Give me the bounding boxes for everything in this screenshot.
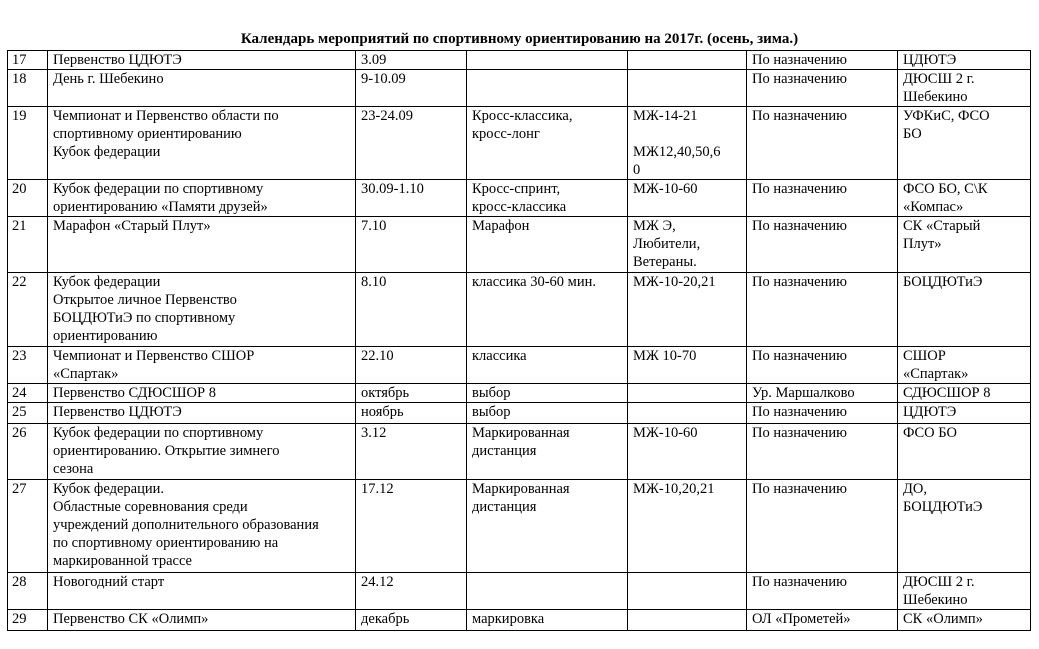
event-date: 9-10.09 <box>356 70 467 107</box>
event-groups <box>628 610 747 631</box>
event-place: По назначению <box>747 480 898 573</box>
event-groups <box>628 217 747 273</box>
event-discipline <box>467 70 628 107</box>
event-name-line: Марафон «Старый Плут» <box>53 218 211 234</box>
event-organizer <box>898 347 1031 384</box>
event-name-line: Новогодний старт <box>53 574 165 590</box>
event-number: 18 <box>8 70 48 107</box>
event-groups <box>628 273 747 347</box>
event-name <box>48 424 356 480</box>
event-organizer-line: СК «Старый <box>903 218 981 234</box>
event-groups <box>628 384 747 403</box>
event-number: 25 <box>8 403 48 424</box>
event-organizer <box>898 180 1031 217</box>
event-organizer <box>898 424 1031 480</box>
event-groups <box>628 403 747 424</box>
event-name <box>48 51 356 70</box>
event-name <box>48 384 356 403</box>
table-row <box>8 573 1031 610</box>
table-row <box>8 107 1031 180</box>
event-organizer-line: СК «Олимп» <box>903 611 983 627</box>
event-place: По назначению <box>747 107 898 180</box>
event-discipline-line: дистанция <box>472 499 537 515</box>
event-date: 30.09-1.10 <box>356 180 467 217</box>
event-name-line: маркированной трассе <box>53 553 192 569</box>
event-name-line: Кубок федерации <box>53 144 161 160</box>
event-groups <box>628 51 747 70</box>
event-organizer <box>898 403 1031 424</box>
event-number: 24 <box>8 384 48 403</box>
event-name-line: Чемпионат и Первенство СШОР <box>53 348 255 364</box>
event-name <box>48 70 356 107</box>
page-title: Календарь мероприятий по спортивному ориентированию на 2017г. (осень, зима.) <box>240 31 799 47</box>
event-organizer <box>898 70 1031 107</box>
event-organizer-line: ДЮСШ 2 г. <box>903 71 975 87</box>
event-name <box>48 573 356 610</box>
event-date: 8.10 <box>356 273 467 347</box>
event-name-line: Открытое личное Первенство <box>53 292 237 308</box>
event-groups-line: 0 <box>633 162 641 178</box>
event-place: По назначению <box>747 573 898 610</box>
table-row <box>8 480 1031 573</box>
table-row <box>8 273 1031 347</box>
event-organizer <box>898 51 1031 70</box>
event-name-line: сезона <box>53 461 94 477</box>
event-name <box>48 480 356 573</box>
event-number: 22 <box>8 273 48 347</box>
event-place: По назначению <box>747 273 898 347</box>
event-organizer-line: «Компас» <box>903 199 964 215</box>
event-name-line: спортивному ориентированию <box>53 126 242 142</box>
event-place: По назначению <box>747 424 898 480</box>
event-groups-line: МЖ Э, <box>633 218 676 234</box>
event-organizer-line: БОЦДЮТиЭ <box>903 499 983 515</box>
event-organizer-line: ЦДЮТЭ <box>903 404 957 420</box>
event-organizer-line: Шебекино <box>903 89 968 105</box>
event-name-line: Чемпионат и Первенство области по <box>53 108 279 124</box>
event-number: 21 <box>8 217 48 273</box>
event-organizer <box>898 217 1031 273</box>
event-discipline <box>467 180 628 217</box>
table-row <box>8 347 1031 384</box>
event-name-line: ориентированию. Открытие зимнего <box>53 443 280 459</box>
event-date: 23-24.09 <box>356 107 467 180</box>
event-name-line: Первенство ЦДЮТЭ <box>53 52 182 68</box>
event-organizer <box>898 273 1031 347</box>
event-place: По назначению <box>747 403 898 424</box>
event-organizer-line: ДЮСШ 2 г. <box>903 574 975 590</box>
event-organizer-line: ФСО БО, С\К <box>903 181 988 197</box>
event-discipline <box>467 107 628 180</box>
event-discipline-line: кросс-классика <box>472 199 567 215</box>
event-number: 27 <box>8 480 48 573</box>
event-groups-line: МЖ-10-20,21 <box>633 274 716 290</box>
event-date: 24.12 <box>356 573 467 610</box>
event-name <box>48 403 356 424</box>
table-row <box>8 180 1031 217</box>
event-name <box>48 107 356 180</box>
event-groups <box>628 347 747 384</box>
event-organizer-line: Шебекино <box>903 592 968 608</box>
event-groups-line <box>633 125 741 143</box>
event-discipline-line: классика <box>472 348 527 364</box>
event-place: По назначению <box>747 180 898 217</box>
event-organizer-line: «Спартак» <box>903 366 969 382</box>
event-organizer-line: ДО, <box>903 481 927 497</box>
event-date: октябрь <box>356 384 467 403</box>
event-groups-line: МЖ-10-60 <box>633 181 698 197</box>
event-date: декабрь <box>356 610 467 631</box>
event-groups-line: Любители, <box>633 236 701 252</box>
event-date: 7.10 <box>356 217 467 273</box>
event-name <box>48 273 356 347</box>
table-row <box>8 403 1031 424</box>
event-date: ноябрь <box>356 403 467 424</box>
event-name-line: Областные соревнования среди <box>53 499 248 515</box>
event-organizer-line: СШОР <box>903 348 946 364</box>
event-groups <box>628 573 747 610</box>
event-discipline <box>467 424 628 480</box>
event-discipline <box>467 384 628 403</box>
event-number: 17 <box>8 51 48 70</box>
table-row <box>8 217 1031 273</box>
event-number: 29 <box>8 610 48 631</box>
event-groups <box>628 424 747 480</box>
event-name-line: «Спартак» <box>53 366 119 382</box>
event-place: По назначению <box>747 70 898 107</box>
event-date: 22.10 <box>356 347 467 384</box>
event-name-line: БОЦДЮТиЭ по спортивному <box>53 310 236 326</box>
event-place: ОЛ «Прометей» <box>747 610 898 631</box>
event-organizer <box>898 573 1031 610</box>
event-organizer <box>898 107 1031 180</box>
event-place: По назначению <box>747 217 898 273</box>
event-groups-line: МЖ-10-60 <box>633 425 698 441</box>
event-discipline <box>467 610 628 631</box>
event-date: 17.12 <box>356 480 467 573</box>
event-organizer-line: БОЦДЮТиЭ <box>903 274 983 290</box>
event-discipline-line: Маркированная <box>472 481 570 497</box>
table-row <box>8 70 1031 107</box>
event-name-line: Кубок федерации по спортивному <box>53 425 264 441</box>
event-discipline-line: выбор <box>472 404 511 420</box>
event-groups-line: МЖ-10,20,21 <box>633 481 715 497</box>
event-name-line: ориентированию «Памяти друзей» <box>53 199 268 215</box>
table-row <box>8 51 1031 70</box>
event-name-line: Первенство СК «Олимп» <box>53 611 209 627</box>
event-name-line: День г. Шебекино <box>53 71 164 87</box>
event-organizer <box>898 480 1031 573</box>
event-place: По назначению <box>747 51 898 70</box>
event-discipline-line: выбор <box>472 385 511 401</box>
event-name <box>48 347 356 384</box>
event-discipline <box>467 217 628 273</box>
event-place: Ур. Маршалково <box>747 384 898 403</box>
event-number: 26 <box>8 424 48 480</box>
events-table <box>7 50 1031 631</box>
event-discipline-line: Кросс-классика, <box>472 108 573 124</box>
event-number: 19 <box>8 107 48 180</box>
event-organizer <box>898 384 1031 403</box>
event-discipline-line: маркировка <box>472 611 545 627</box>
event-discipline-line: дистанция <box>472 443 537 459</box>
event-place: По назначению <box>747 347 898 384</box>
event-discipline <box>467 273 628 347</box>
event-organizer-line: СДЮСШОР 8 <box>903 385 991 401</box>
event-discipline <box>467 403 628 424</box>
event-groups <box>628 70 747 107</box>
event-discipline <box>467 573 628 610</box>
event-organizer-line: ЦДЮТЭ <box>903 52 957 68</box>
event-groups-line: Ветераны. <box>633 254 697 270</box>
event-name-line: ориентированию <box>53 328 158 344</box>
event-name-line: Кубок федерации по спортивному <box>53 181 264 197</box>
event-groups <box>628 480 747 573</box>
event-organizer-line: ФСО БО <box>903 425 957 441</box>
event-organizer <box>898 610 1031 631</box>
event-name-line: учреждений дополнительного образования <box>53 517 319 533</box>
event-name-line: Первенство СДЮСШОР 8 <box>53 385 216 401</box>
event-groups-line: МЖ12,40,50,6 <box>633 144 721 160</box>
event-discipline-line: Кросс-спринт, <box>472 181 561 197</box>
event-name-line: Кубок федерации <box>53 274 161 290</box>
event-number: 20 <box>8 180 48 217</box>
event-organizer-line: БО <box>903 126 922 142</box>
event-groups <box>628 107 747 180</box>
event-name <box>48 180 356 217</box>
event-date: 3.09 <box>356 51 467 70</box>
table-row <box>8 610 1031 631</box>
event-name-line: Первенство ЦДЮТЭ <box>53 404 182 420</box>
event-discipline-line: классика 30-60 мин. <box>472 274 597 290</box>
event-discipline-line: Маркированная <box>472 425 570 441</box>
event-discipline <box>467 347 628 384</box>
event-name <box>48 217 356 273</box>
event-name-line: Кубок федерации. <box>53 481 164 497</box>
event-name-line: по спортивному ориентированию на <box>53 535 279 551</box>
event-date: 3.12 <box>356 424 467 480</box>
event-groups-line: МЖ 10-70 <box>633 348 697 364</box>
event-organizer-line: Плут» <box>903 236 942 252</box>
table-row <box>8 424 1031 480</box>
table-row <box>8 384 1031 403</box>
event-name <box>48 610 356 631</box>
event-discipline-line: кросс-лонг <box>472 126 540 142</box>
event-discipline-line: Марафон <box>472 218 530 234</box>
event-number: 23 <box>8 347 48 384</box>
event-discipline <box>467 480 628 573</box>
event-groups <box>628 180 747 217</box>
event-number: 28 <box>8 573 48 610</box>
event-groups-line: МЖ-14-21 <box>633 108 698 124</box>
event-discipline <box>467 51 628 70</box>
event-organizer-line: УФКиС, ФСО <box>903 108 990 124</box>
